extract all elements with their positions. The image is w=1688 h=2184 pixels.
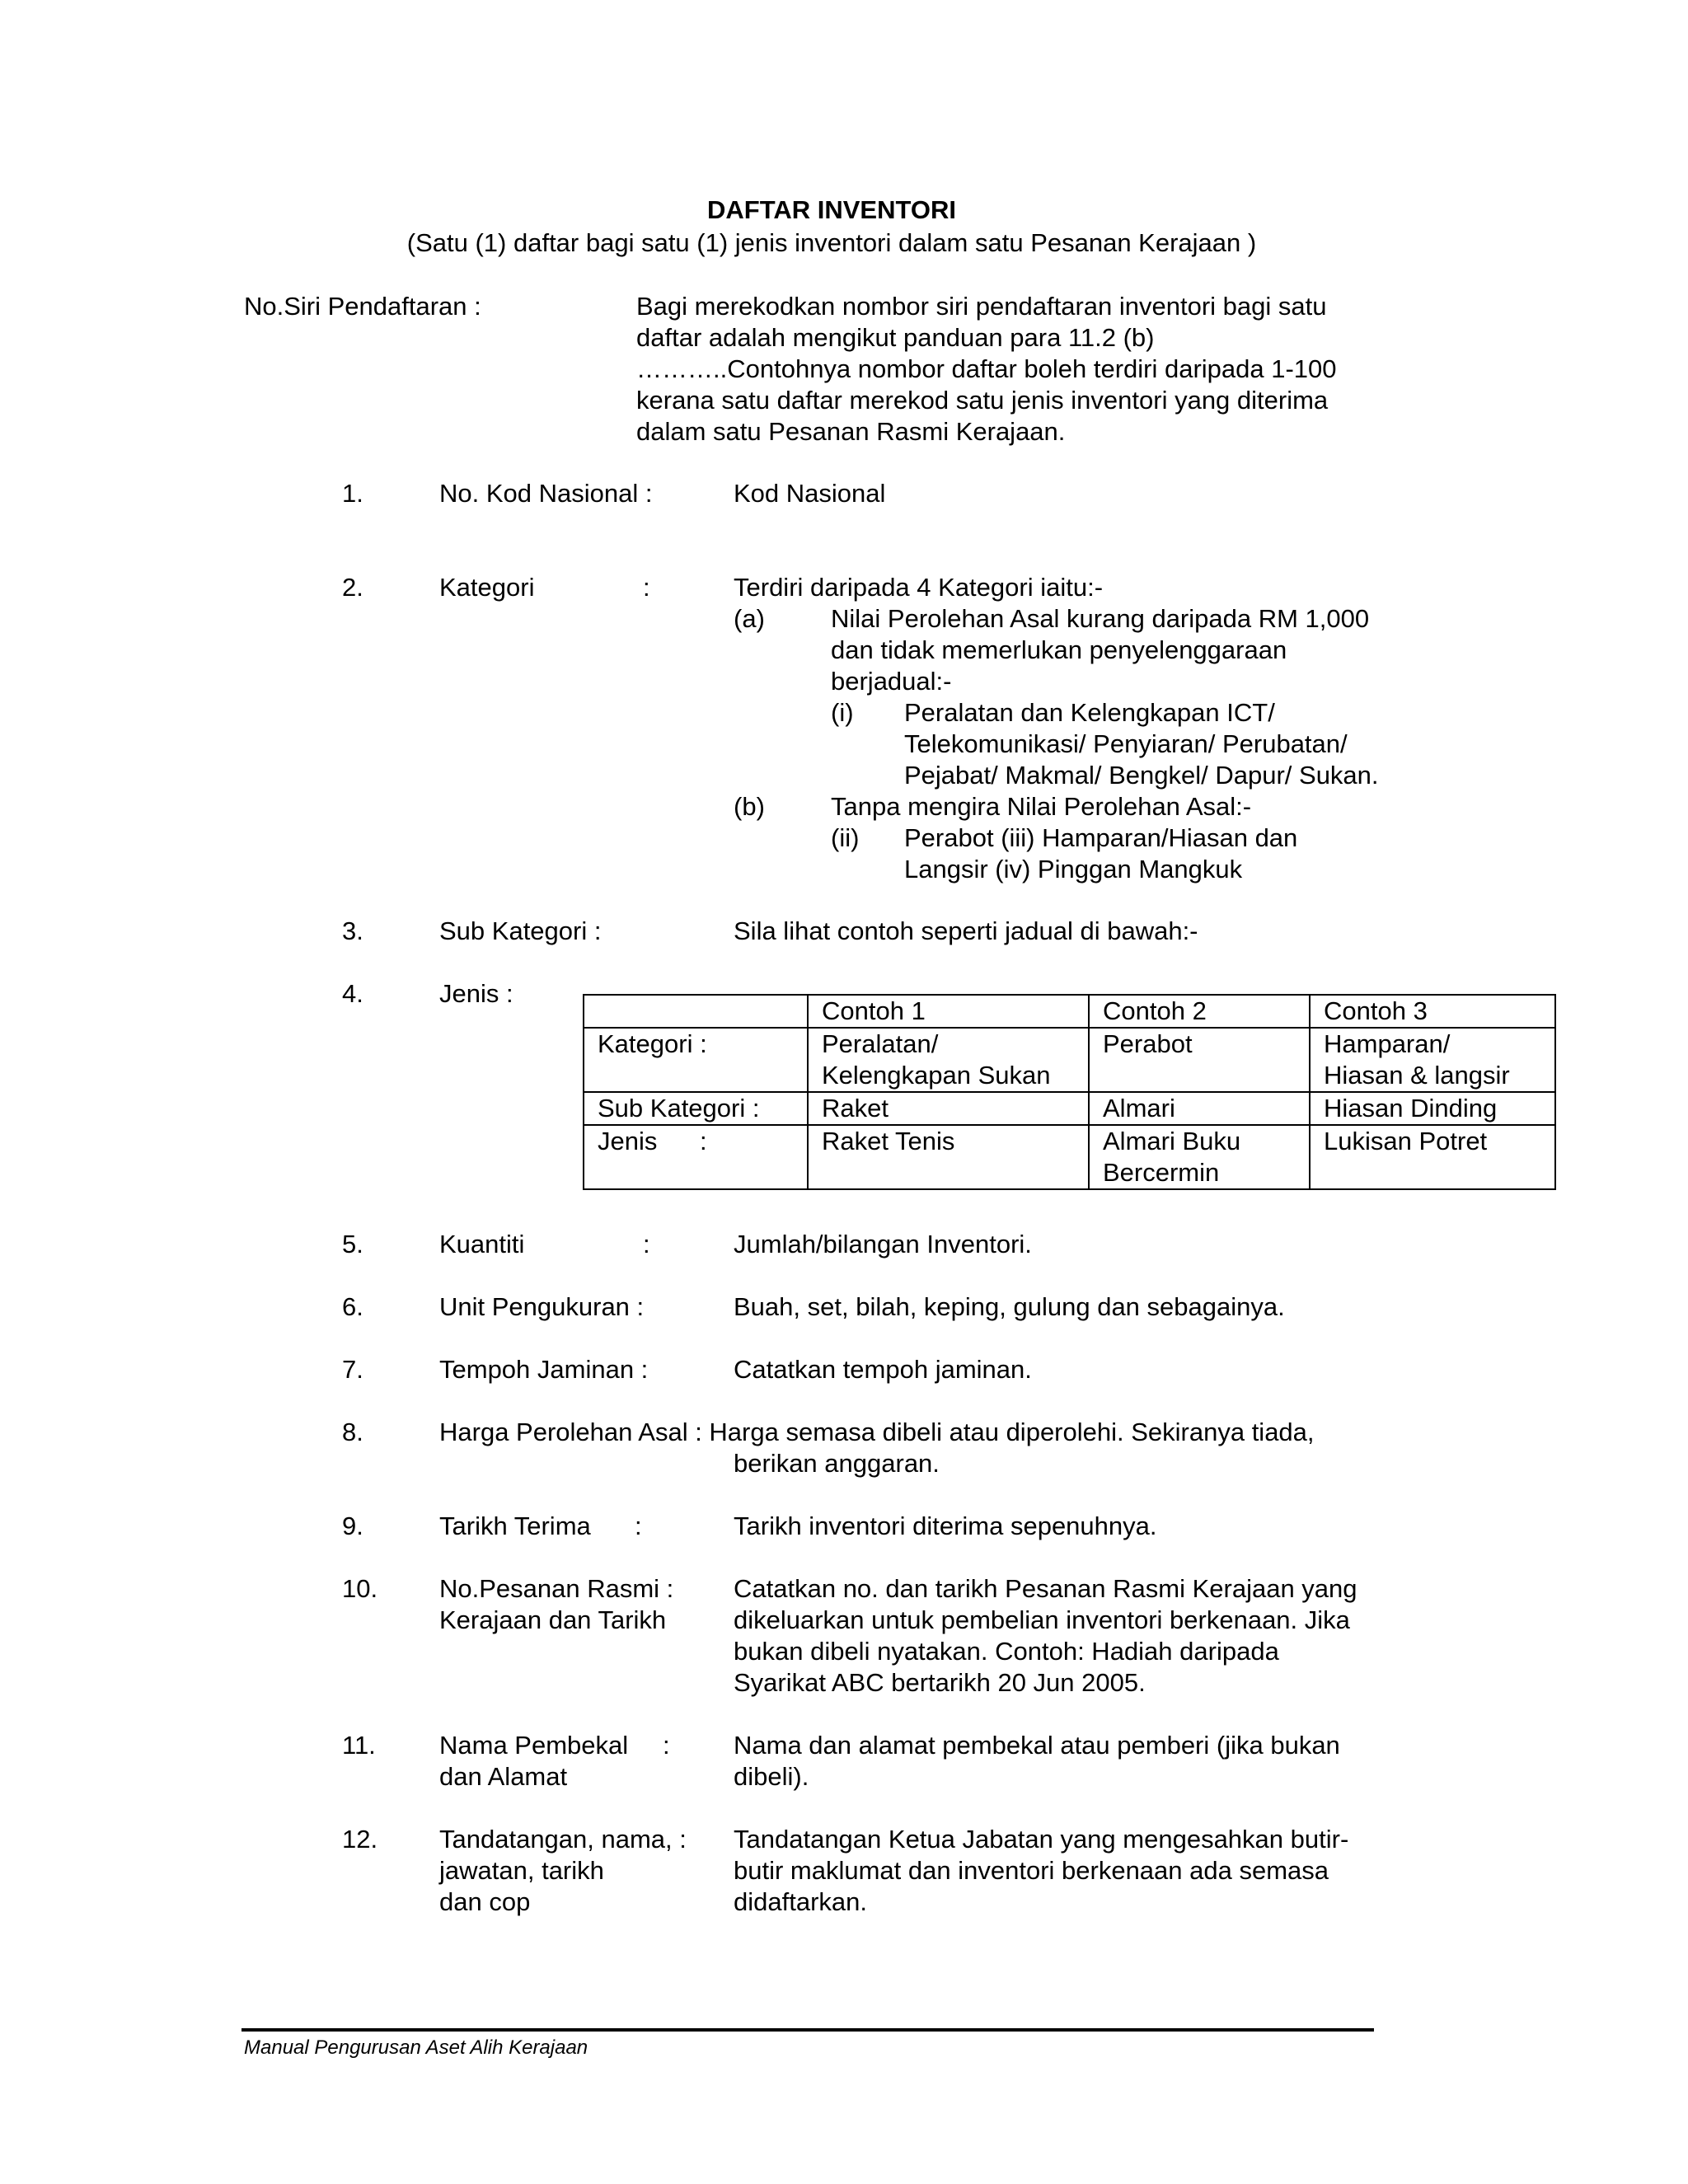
item-value: Catatkan no. dan tarikh Pesanan Rasmi Kerajaan yang [734, 1574, 1357, 1603]
example-table [583, 994, 1556, 1190]
item-label-value: Harga Perolehan Asal : Harga semasa dibeli atau diperolehi. Sekiranya tiada, [439, 1418, 1315, 1446]
sub-marker: (i) [831, 698, 854, 727]
item-colon: : [643, 1230, 650, 1258]
item-label: Kerajaan dan Tarikh [439, 1605, 667, 1634]
cell-line: Hamparan/ [1324, 1029, 1451, 1058]
row-label: Sub Kategori : [584, 1092, 808, 1125]
item-label: Tarikh Terima [439, 1511, 591, 1540]
table-row [584, 1125, 1555, 1189]
sub-text: Pejabat/ Makmal/ Bengkel/ Dapur/ Sukan. [904, 761, 1379, 790]
item-number: 5. [342, 1230, 363, 1258]
cell-line: Hiasan & langsir [1324, 1061, 1510, 1090]
item-label: dan cop [439, 1887, 531, 1916]
item-value: Terdiri daripada 4 Kategori iaitu:- [734, 573, 1104, 602]
table-cell [808, 1125, 1089, 1189]
page-title: DAFTAR INVENTORI [707, 195, 956, 224]
table-cell [1310, 1092, 1555, 1125]
sub-marker: (a) [734, 604, 765, 633]
table-cell [1089, 1092, 1310, 1125]
sub-text: Perabot (iii) Hamparan/Hiasan dan [904, 823, 1298, 852]
sub-text: Langsir (iv) Pinggan Mangkuk [904, 855, 1243, 883]
item-value: Sila lihat contoh seperti jadual di bawah:- [734, 916, 1198, 945]
item-value: didaftarkan. [734, 1887, 867, 1916]
item-label: No. Kod Nasional : [439, 479, 653, 508]
item-value: Tandatangan Ketua Jabatan yang mengesahkan butir- [734, 1825, 1349, 1854]
cell-line: Almari Buku [1103, 1127, 1241, 1155]
sub-marker: (b) [734, 792, 765, 821]
sub-text: Telekomunikasi/ Penyiaran/ Perubatan/ [904, 729, 1348, 758]
item-number: 6. [342, 1292, 363, 1321]
sub-text: berjadual:- [831, 667, 952, 696]
row-label: Kategori : [584, 1028, 808, 1092]
item-label: jawatan, tarikh [439, 1856, 604, 1885]
table-header-cell: Contoh 1 [808, 995, 1089, 1028]
item-label: No.Pesanan Rasmi : [439, 1574, 674, 1603]
item-value: dikeluarkan untuk pembelian inventori berkenaan. Jika [734, 1605, 1350, 1634]
cell-line: Raket [822, 1094, 889, 1122]
cell-line: Hiasan Dinding [1324, 1094, 1498, 1122]
item-value: Catatkan tempoh jaminan. [734, 1355, 1032, 1384]
table-header-row [584, 995, 1555, 1028]
item-label: Kategori [439, 573, 535, 602]
item-value: Nama dan alamat pembekal atau pemberi (jika bukan [734, 1731, 1340, 1760]
table-cell [1089, 1028, 1310, 1092]
table-header-cell [584, 995, 808, 1028]
cell-line: Perabot [1103, 1029, 1193, 1058]
item-number: 3. [342, 916, 363, 945]
item-value: berikan anggaran. [734, 1449, 940, 1478]
sub-text: dan tidak memerlukan penyelenggaraan [831, 635, 1287, 664]
item-number: 9. [342, 1511, 363, 1540]
sub-text: Tanpa mengira Nilai Perolehan Asal:- [831, 792, 1252, 821]
item-number: 10. [342, 1574, 378, 1603]
item-value: butir maklumat dan inventori berkenaan ada semasa [734, 1856, 1329, 1885]
sub-text: Peralatan dan Kelengkapan ICT/ [904, 698, 1275, 727]
item-label: dan Alamat [439, 1762, 568, 1791]
sub-text: Nilai Perolehan Asal kurang daripada RM 1,000 [831, 604, 1370, 633]
item-number: 4. [342, 979, 363, 1008]
item-label: Tandatangan, nama, : [439, 1825, 687, 1854]
siri-desc-line: Bagi merekodkan nombor siri pendaftaran inventori bagi satu [636, 292, 1327, 321]
item-number: 8. [342, 1418, 363, 1446]
item-number: 2. [342, 573, 363, 602]
table-cell [1310, 1125, 1555, 1189]
siri-label: No.Siri Pendaftaran : [244, 292, 481, 321]
footer-rule [241, 2028, 1374, 2032]
siri-desc-line: daftar adalah mengikut panduan para 11.2 (b) [636, 323, 1155, 352]
sub-marker: (ii) [831, 823, 860, 852]
item-label: Kuantiti [439, 1230, 525, 1258]
item-label: Tempoh Jaminan : [439, 1355, 649, 1384]
item-label: Unit Pengukuran : [439, 1292, 645, 1321]
item-value: bukan dibeli nyatakan. Contoh: Hadiah daripada [734, 1637, 1279, 1666]
item-label: Nama Pembekal [439, 1731, 629, 1760]
table-row [584, 1092, 1555, 1125]
cell-line: Kelengkapan Sukan [822, 1061, 1051, 1090]
page-subtitle: (Satu (1) daftar bagi satu (1) jenis inventori dalam satu Pesanan Kerajaan ) [406, 228, 1257, 257]
item-value: Kod Nasional [734, 479, 886, 508]
table-cell [1089, 1125, 1310, 1189]
item-value: Buah, set, bilah, keping, gulung dan sebagainya. [734, 1292, 1285, 1321]
row-label: Jenis : [584, 1125, 808, 1189]
item-number: 1. [342, 479, 363, 508]
item-value: dibeli). [734, 1762, 809, 1791]
item-label: Sub Kategori : [439, 916, 602, 945]
table-cell [808, 1028, 1089, 1092]
table-header-cell: Contoh 2 [1089, 995, 1310, 1028]
cell-line: Peralatan/ [822, 1029, 939, 1058]
item-number: 7. [342, 1355, 363, 1384]
siri-desc-line: dalam satu Pesanan Rasmi Kerajaan. [636, 417, 1066, 446]
table-header-cell: Contoh 3 [1310, 995, 1555, 1028]
item-value: Syarikat ABC bertarikh 20 Jun 2005. [734, 1668, 1146, 1697]
table-cell [1310, 1028, 1555, 1092]
footer-text: Manual Pengurusan Aset Alih Kerajaan [244, 2036, 588, 2059]
siri-desc-line: ………..Contohnya nombor daftar boleh terdiri daripada 1-100 [636, 354, 1337, 383]
cell-line: Lukisan Potret [1324, 1127, 1488, 1155]
siri-desc-line: kerana satu daftar merekod satu jenis inventori yang diterima [636, 386, 1329, 415]
item-number: 12. [342, 1825, 378, 1854]
item-value: Tarikh inventori diterima sepenuhnya. [734, 1511, 1157, 1540]
item-number: 11. [342, 1731, 376, 1760]
item-value: Jumlah/bilangan Inventori. [734, 1230, 1032, 1258]
cell-line: Bercermin [1103, 1158, 1220, 1187]
cell-line: Almari [1103, 1094, 1175, 1122]
item-colon: : [643, 573, 650, 602]
table-row [584, 1028, 1555, 1092]
item-colon: : [635, 1511, 642, 1540]
cell-line: Raket Tenis [822, 1127, 955, 1155]
item-label: Jenis : [439, 979, 513, 1008]
table-cell [808, 1092, 1089, 1125]
item-colon: : [663, 1731, 670, 1760]
